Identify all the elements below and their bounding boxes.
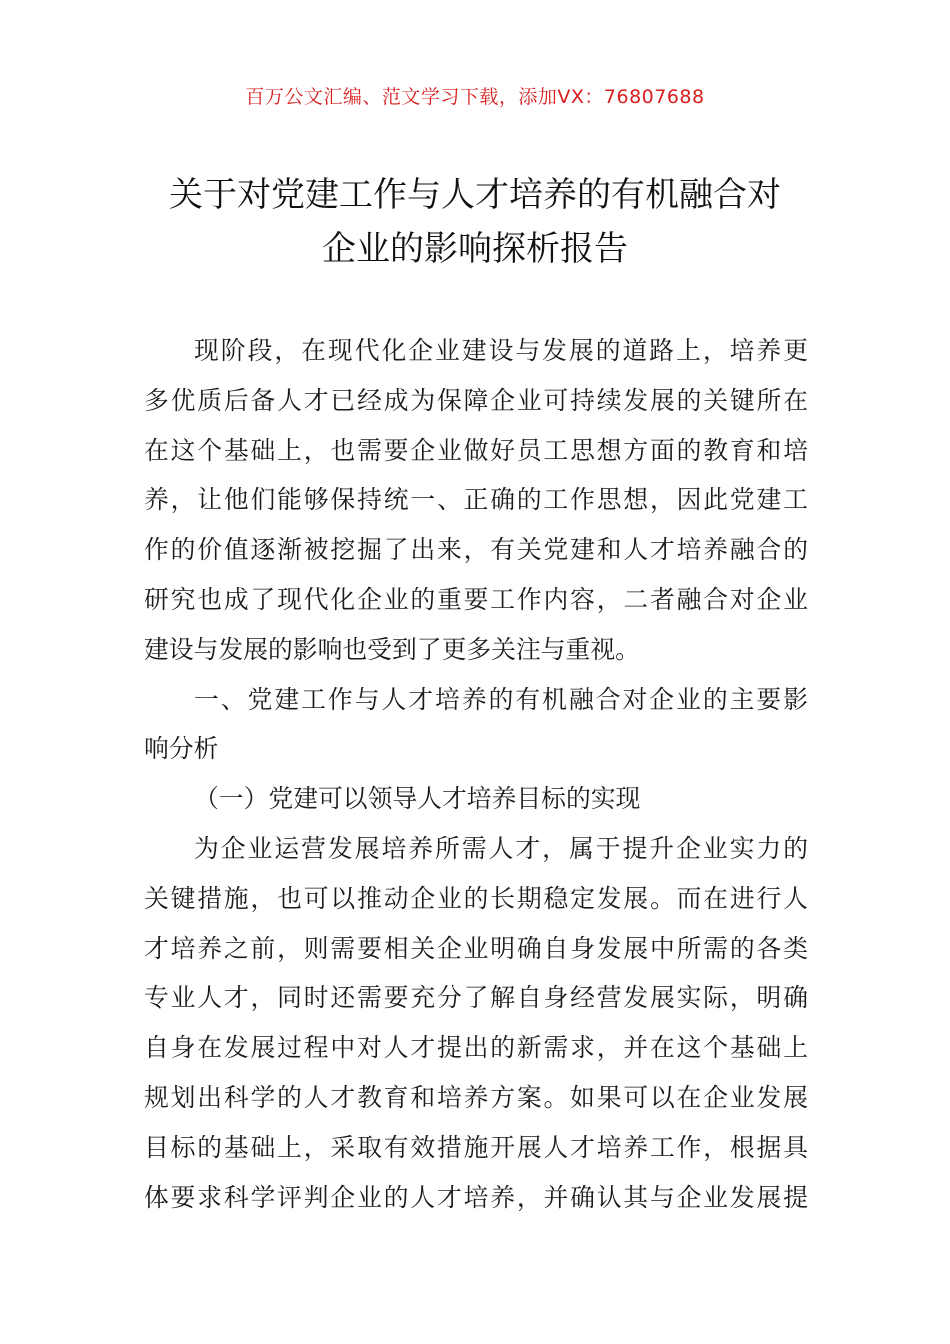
paragraph-1-line: 现阶段，在现代化企业建设与发展的道路上，培养更 <box>194 336 808 365</box>
paragraph-1-line: 多优质后备人才已经成为保障企业可持续发展的关键所在 <box>144 385 808 415</box>
section-heading-line: 响分析 <box>144 734 219 764</box>
paragraph-1-line: 养，让他们能够保持统一、正确的工作思想，因此党建工 <box>144 485 808 515</box>
paragraph-2-line: 自身在发展过程中对人才提出的新需求，并在这个基础上 <box>144 1033 808 1063</box>
title-line-1: 关于对党建工作与人才培养的有机融合对 <box>169 175 781 215</box>
paragraph-1-line: 研究也成了现代化企业的重要工作内容，二者融合对企业 <box>144 584 808 614</box>
paragraph-2-line: 目标的基础上，采取有效措施开展人才培养工作，根据具 <box>144 1132 808 1162</box>
title-line-2: 企业的影响探析报告 <box>322 229 628 269</box>
paragraph-2-line: 规划出科学的人才教育和培养方案。如果可以在企业发展 <box>144 1082 808 1112</box>
paragraph-2-line: 关键措施，也可以推动企业的长期稳定发展。而在进行人 <box>144 883 808 913</box>
paragraph-1-line: 作的价值逐渐被挖掘了出来，有关党建和人才培养融合的 <box>144 535 808 565</box>
paragraph-1-line: 在这个基础上，也需要企业做好员工思想方面的教育和培 <box>144 435 808 465</box>
header-banner: 百万公文汇编、范文学习下载，添加VX：76807688 <box>245 86 705 108</box>
paragraph-1-line: 建设与发展的影响也受到了更多关注与重视。 <box>144 634 640 664</box>
paragraph-2-line: 体要求科学评判企业的人才培养，并确认其与企业发展提 <box>144 1182 808 1212</box>
document-title <box>120 168 830 276</box>
document-body <box>144 326 808 1222</box>
paragraph-2-line: 为企业运营发展培养所需人才，属于提升企业实力的 <box>194 833 808 863</box>
paragraph-2-line: 才培养之前，则需要相关企业明确自身发展中所需的各类 <box>144 933 808 963</box>
paragraph-2-line: 专业人才，同时还需要充分了解自身经营发展实际，明确 <box>144 983 808 1013</box>
section-heading-line: 一、党建工作与人才培养的有机融合对企业的主要影 <box>194 684 808 714</box>
subsection-heading: （一）党建可以领导人才培养目标的实现 <box>194 784 641 814</box>
